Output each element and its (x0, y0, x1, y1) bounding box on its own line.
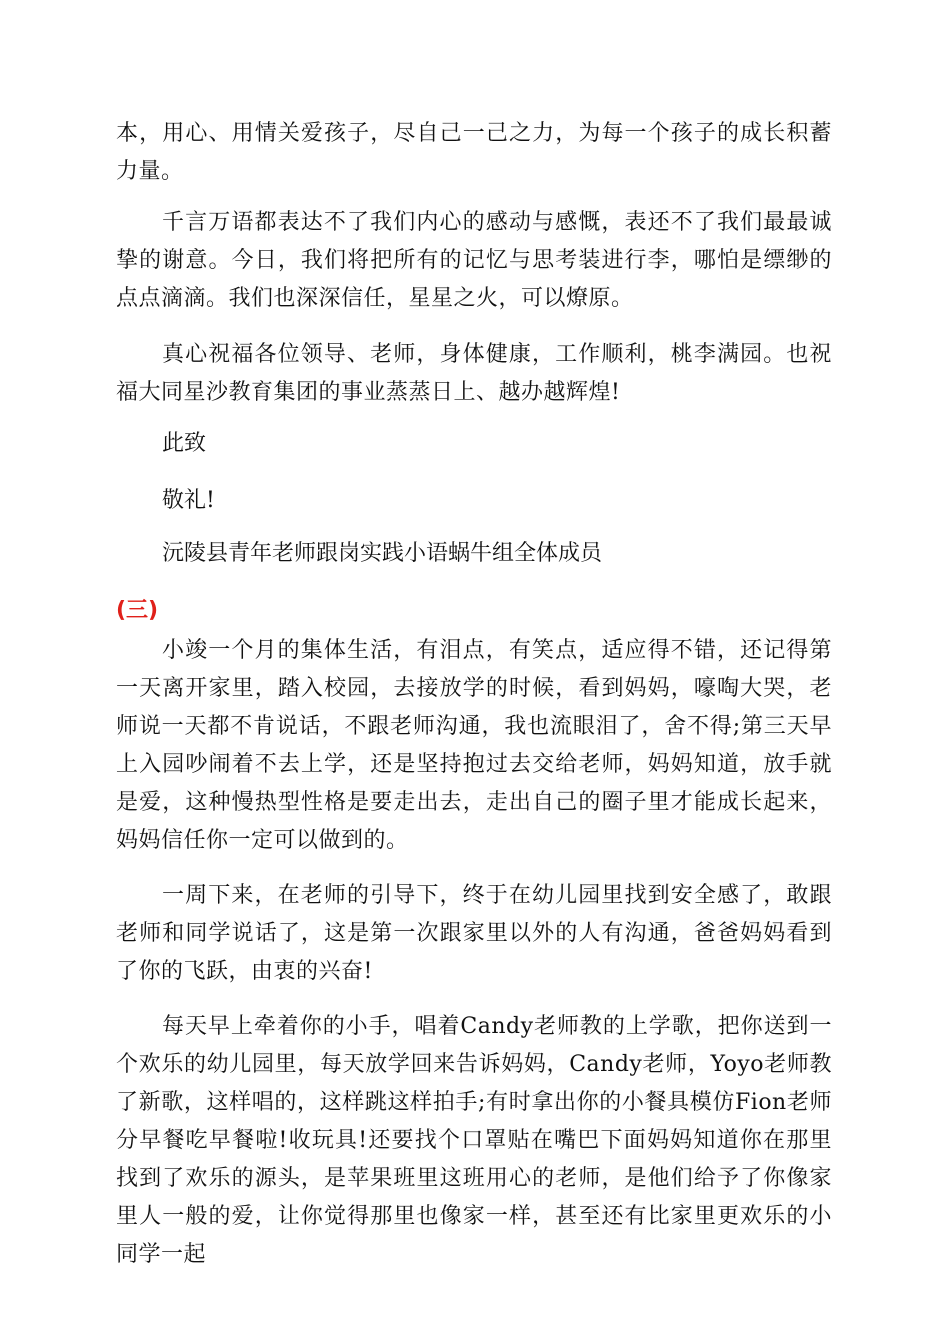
paragraph-first-week: 一周下来，在老师的引导下，终于在幼儿园里找到安全感了，敢跟老师和同学说话了，这是第一次跟家里以外的人有沟通，爸爸妈妈看到了你的飞跃，由衷的兴奋! (116, 883, 832, 984)
paragraph-continuation: 本，用心、用情关爱孩子，尽自己一己之力，为每一个孩子的成长积蓄力量。 (116, 121, 832, 184)
paragraph-gratitude: 千言万语都表达不了我们内心的感动与感慨，表还不了我们最最诚挚的谢意。今日，我们将把所有的记忆与思考装进行李，哪怕是缥缈的点点滴滴。我们也深深信任，星星之火，可以燎原。 (116, 210, 832, 311)
signature: 沅陵县青年老师跟岗实践小语蜗牛组全体成员 (162, 541, 603, 566)
section-heading: (三) (116, 598, 159, 623)
closing-regards: 敬礼! (162, 488, 215, 513)
paragraph-adaptation: 小竣一个月的集体生活，有泪点，有笑点，适应得不错，还记得第一天离开家里，踏入校园，去接放学的时候，看到妈妈，嚎啕大哭，老师说一天都不肯说话，不跟老师沟通，我也流眼泪了，舍不得;第三天早上入园吵闹着不去上学，还是坚持抱过去交给老师，妈妈知道，放手就是爱，这种慢热型性格是要走出去，走出自己的圈子里才能成长起来，妈妈信任你一定可以做到的。 (116, 638, 832, 853)
paragraph-daily-routine: 每天早上牵着你的小手，唱着Candy老师教的上学歌，把你送到一个欢乐的幼儿园里，每天放学回来告诉妈妈，Candy老师，Yoyo老师教了新歌，这样唱的，这样跳这样拍手;有时拿出你的小餐具模仿Fion老师分早餐吃早餐啦!收玩具!还要找个口罩贴在嘴巴下面妈妈知道你在那里找到了欢乐的源头，是苹果班里这班用心的老师，是他们给予了你像家里人一般的爱，让你觉得那里也像家一样，甚至还有比家里更欢乐的小同学一起 (116, 1014, 832, 1267)
closing-salutation: 此致 (162, 431, 207, 456)
paragraph-blessing: 真心祝福各位领导、老师，身体健康，工作顺利，桃李满园。也祝福大同星沙教育集团的事业蒸蒸日上、越办越辉煌! (116, 342, 832, 405)
